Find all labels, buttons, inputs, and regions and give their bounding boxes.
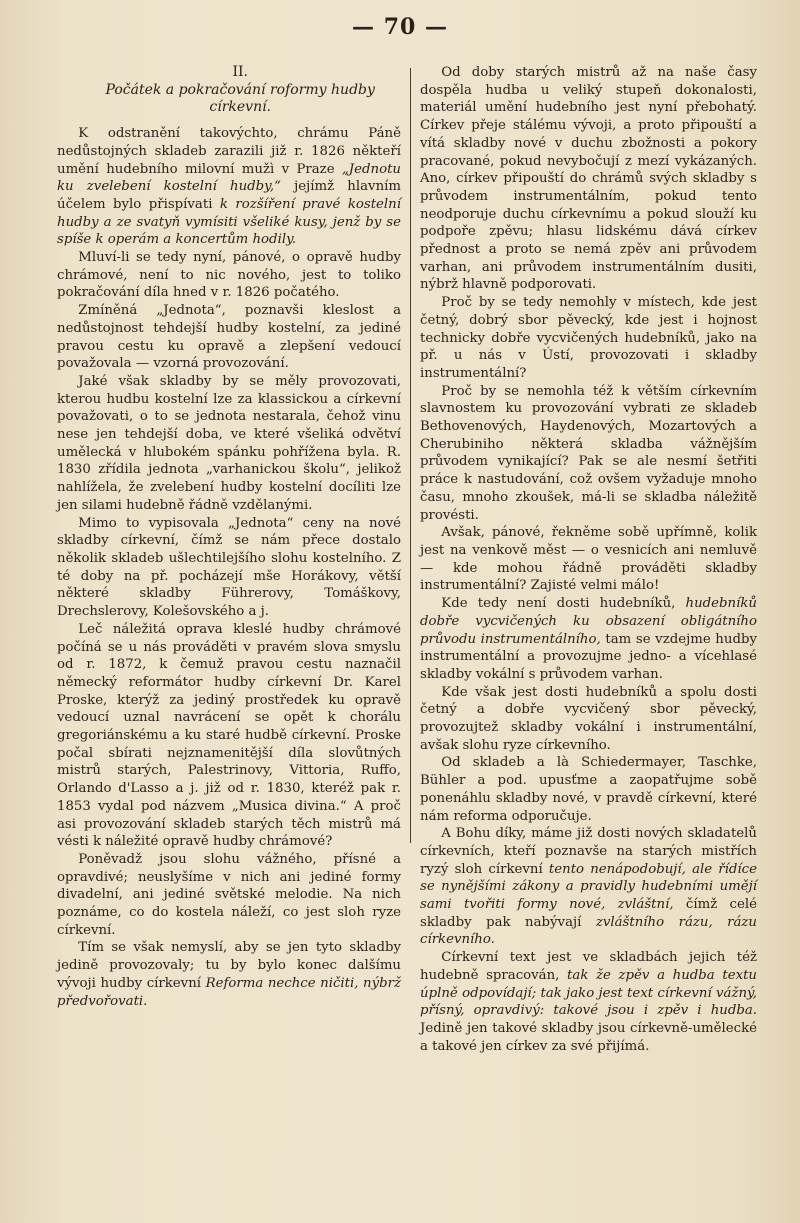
left-paragraph bbox=[57, 249, 401, 302]
paragraph-text: jejímž hlavním účelem bylo přispívati bbox=[57, 179, 401, 212]
paragraph-text: A Bohu díky, máme již dosti nových skladatelů církevních, kteří poznavše na starých mistřích ryzý sloh církevní bbox=[420, 826, 757, 877]
paragraph-text: Kde tedy není dosti hudebníků, bbox=[441, 596, 686, 612]
emphasis-text: tento nenápodobují, ale řídíce se nynějšími zákony a pravidly hudebními umějí sami tvořiti formy nové, zvláštní, bbox=[420, 861, 757, 913]
emphasis-text: Reforma nechce ničiti, nýbrž předvořovati. bbox=[57, 975, 401, 1009]
paragraph-text: Zmíněná „Jednota“, poznavši kleslost a nedůstojnost tehdejší hudby kostelní, za jediné pravou cestu ku opravě a zlepšení vedoucí považovala — vzorná provozování. bbox=[57, 303, 401, 372]
left-paragraph bbox=[57, 125, 401, 249]
right-paragraph bbox=[420, 294, 757, 383]
paragraph-text: Církevní text jest ve skladbách jejich též hudebně spracován, bbox=[420, 950, 757, 983]
right-column bbox=[420, 64, 757, 1055]
column-divider bbox=[410, 68, 411, 843]
right-paragraph bbox=[420, 524, 757, 595]
section-title-line2: církevní. bbox=[209, 99, 272, 116]
left-paragraph bbox=[57, 851, 401, 940]
paragraph-text: Leč náležitá oprava kleslé hudby chrámové počíná se u nás prováděti v pravém slova smyslu od r. 1872, k čemuž pravou cestu naznačil německý reformátor hudby církevní Dr. Karel Proske, kterýž za jediný prostředek ku opravě vedoucí uznal navrácení se opět k chorálu gregoriánskému a ku staré hudbě církevní. Proske počal sbírati nejznamenitější díla slovůtných mistrů starých, Palestrinovy, Vittoria, Ruffo, Orlando d'Lasso a j. již od r. 1830, kteréž pak r. 1853 vydal pod názvem „Musica divina.“ A proč asi provozování skladeb starých těch mistrů má vésti k náležité opravě hudby chrámové? bbox=[57, 621, 401, 850]
paragraph-text: Proč by se tedy nemohly v místech, kde jest četný, dobrý sbor pěvecký, kde jest i hojnost technicky dobře vycvičených hudebníků, jako na př. u nás v Ústí, provozovati i skladby instrumentální? bbox=[420, 295, 757, 381]
right-paragraph bbox=[420, 383, 757, 525]
title-gap bbox=[57, 117, 401, 125]
paragraph-text: Jaké však skladby by se měly provozovati, kterou hudbu kostelní lze za klassickou a církevní považovati, o to se jednota nestarala, čehož vinu nese jen tehdejší doba, ve které všeliká odvětví umělecká v hlubokém spánku pohřížena byla. R. 1830 zřídila jednota „varhanickou školu“, jelikož nahlížela, že zvelebení hudby kostelní docíliti lze jen silami hudebně řádně vzdělanými. bbox=[57, 373, 401, 513]
paragraph-text: K odstranění takovýchto, chrámu Páně nedůstojných skladeb zarazili již r. 1826 někteří umění hudebního milovní mužì v Praze bbox=[57, 126, 401, 177]
left-paragraph bbox=[57, 515, 401, 621]
paragraph-text: Mluví-li se tedy nyní, pánové, o opravě hudby chrámové, není to nic nového, jest to toliko pokračování díla hned v r. 1826 počatého. bbox=[57, 250, 401, 301]
left-column-body bbox=[57, 125, 401, 1010]
section-title-line1: Počátek a pokračování roformy hudby bbox=[105, 81, 375, 98]
right-paragraph bbox=[420, 754, 757, 825]
emphasis-text: hudebníků dobře vycvičených ku obsazení obligátního průvodu instrumentálního, bbox=[420, 596, 757, 647]
page-number: — 70 — bbox=[352, 14, 448, 40]
emphasis-text: k rozšíření pravé kostelní hudby a ze svatyň vymísiti všeliké kusy, jenž by se spíše k operám a koncertům hodily. bbox=[57, 196, 401, 248]
emphasis-text: tak že zpěv a hudba textu úplně odpovídají; tak jako jest text církevní vážný, přísný, opravdivý: takové jsou i zpěv i hudba. bbox=[420, 967, 757, 1019]
paragraph-text: Poněvadž jsou slohu vážného, přísné a opravdivé; neuslyšíme v nich ani jediné formy divadelní, ani jediné světské melodie. Na nich poznáme, co do kostela náleží, co jest sloh ryze církevní. bbox=[57, 851, 401, 938]
paragraph-text: čímž celé skladby pak nabývají bbox=[420, 897, 757, 930]
left-paragraph bbox=[57, 621, 401, 851]
emphasis-text: zvláštního rázu, rázu církevního. bbox=[420, 914, 757, 948]
paragraph-text: Od skladeb a là Schiedermayer, Taschke, Bühler a pod. upusťme a zaopatřujme sobě ponenáhlu skladby nové, v pravdě církevní, které nám reforma odporučuje. bbox=[420, 755, 757, 824]
left-paragraph bbox=[57, 302, 401, 373]
paragraph-text: Avšak, pánové, řekněme sobě upřímně, kolik jest na venkově měst — o vesnicích ani nemluvě — kde mohou řádně prováděti skladby instrumentální? Zajisté velmi málo! bbox=[420, 525, 757, 594]
paragraph-text: Proč by se nemohla též k větším církevním slavnostem ku provozování vybrati ze skladeb Bethovenových, Haydenových, Mozartových a Cherubiniho některá skladba vážnějším průvodem vynikající? Pak se ale nesmí šetřiti práce k nastudování, což ovšem vyžaduje mnoho času, mnoho zkoušek, má-li se skladba náležitě provésti. bbox=[420, 383, 757, 523]
paragraph-text: Od doby starých mistrů až na naše časy dospěla hudba u veliký stupeň dokonalosti, materiál umění hudebního jest nyní přebohatý. Církev přeje stálému vývoji, a proto připouští a vítá skladby nové v duchu zbožnosti a pokory pracované, pokud nevybočují z mezí vykázaných. Ano, církev připouští do chrámů svých skladby s průvodem instrumentálním, pokud tento neodporuje duchu církevnímu a pokud slouží ku podpoře zpěvu; hlasu lidskému dává církev přednost a proto se nemá zpěv ani průvodem varhan, ani průvodem instrumentálním dusiti, nýbrž hlavně podporovati. bbox=[420, 65, 757, 293]
left-paragraph bbox=[57, 373, 401, 515]
left-paragraph bbox=[57, 939, 401, 1010]
right-paragraph bbox=[420, 595, 757, 684]
paragraph-text: Kde však jest dosti hudebníků a spolu dosti četný a dobře vycvičený sbor pěvecký, provozujtež skladby vokální i instrumentální, avšak slohu ryze církevního. bbox=[420, 684, 757, 753]
paragraph-text: Mimo to vypisovala „Jednota“ ceny na nové skladby církevní, čímž se nám přece dostalo několik skladeb ušlechtilejšího slohu kostelního. Z té doby na př. pocházejí mše Horákovy, větší některé skladby Führerovy, Tomáškovy, Drechslerovy, Kolešovského a j. bbox=[57, 515, 401, 620]
section-number: II. bbox=[232, 64, 248, 80]
right-paragraph bbox=[420, 949, 757, 1055]
right-paragraph bbox=[420, 684, 757, 755]
right-column-body bbox=[420, 64, 757, 1055]
right-paragraph bbox=[420, 64, 757, 294]
paragraph-text: Tím se však nemyslí, aby se jen tyto skladby jedině provozovaly; tu by bylo konec dalšímu vývoji hudby církevní bbox=[57, 940, 401, 991]
paragraph-text: tam se vzdejme hudby instrumentální a provozujme jedno- a vícehlasé skladby vokální s průvodem varhan. bbox=[420, 631, 757, 682]
left-column bbox=[57, 64, 401, 1010]
right-paragraph bbox=[420, 825, 757, 949]
paragraph-text: Jedině jen takové skladby jsou církevně-umělecké a takové jen církev za své přijímá. bbox=[420, 1020, 757, 1054]
emphasis-text: „Jednotu ku zvelebení kostelní hudby,“ bbox=[57, 161, 401, 195]
